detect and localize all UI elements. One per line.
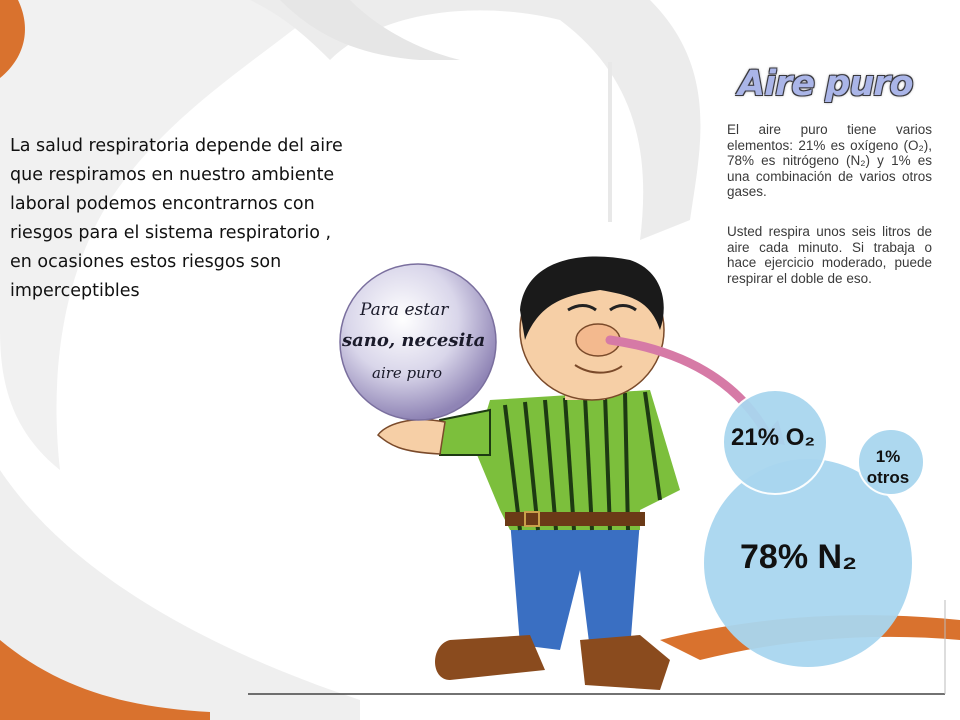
panel-paragraph-1: El aire puro tiene varios elementos: 21% es oxígeno (O₂), 78% es nitrógeno (N₂) y 1% es una combinación de varios otros gases.: [727, 122, 932, 199]
ball-text-line3: aire puro: [372, 364, 443, 382]
panel-title: Aire puro: [738, 64, 913, 104]
ball-text-line2: sano, necesita: [342, 330, 486, 351]
air-composition-bubbles: [600, 330, 940, 670]
ball-text-line1: Para estar: [360, 300, 449, 320]
others-label: [862, 446, 914, 488]
nitrogen-label: 78% N₂: [740, 538, 858, 576]
oxygen-label: 21% O₂: [731, 424, 816, 451]
panel-paragraph-2: Usted respira unos seis litros de aire cada minuto. Si trabaja o hace ejercicio moderado, puede respirar el doble de eso.: [727, 224, 932, 286]
intro-paragraph: La salud respiratoria depende del aire que respiramos en nuestro ambiente laboral podemos encontrarnos con riesgos para el sistema respiratorio , en ocasiones estos riesgos son imperceptibles: [10, 136, 343, 301]
others-word: otros: [866, 468, 910, 487]
others-percent: 1%: [875, 447, 901, 466]
